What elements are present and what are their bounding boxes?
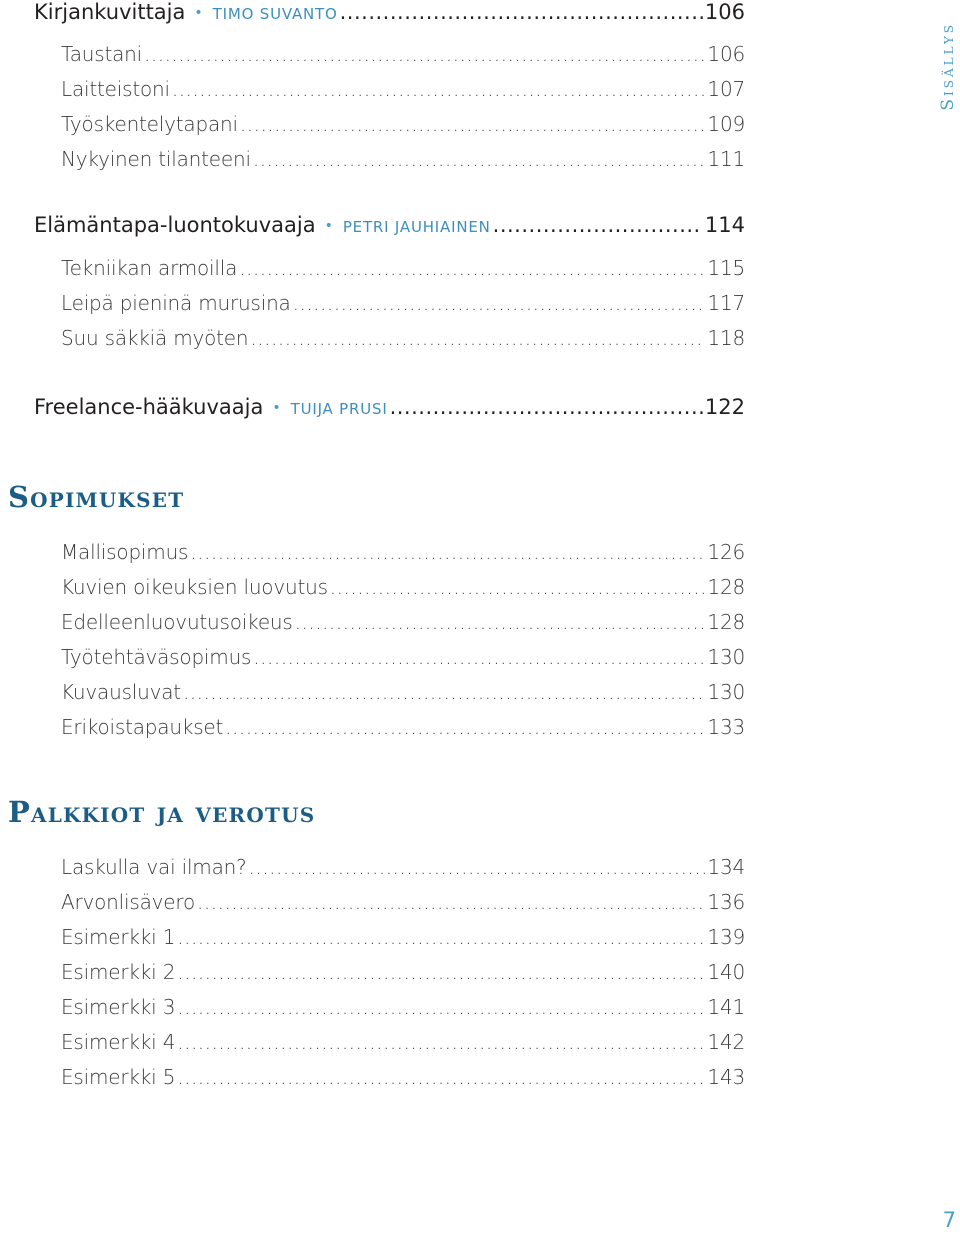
dot-leader [144,42,705,66]
toc-entry-row[interactable] [61,291,745,315]
toc-entry-row[interactable] [61,147,745,171]
entry-title: Arvonlisävero [61,890,196,914]
entry-title: Taustani [61,42,142,66]
dot-leader [177,960,705,984]
entry-title: Esimerkki 4 [61,1030,176,1054]
entry-title: Esimerkki 5 [61,1065,176,1089]
toc-entry-row[interactable] [61,715,745,739]
dot-leader [293,291,706,315]
toc-entry-row[interactable] [61,680,745,704]
dot-leader [172,77,706,101]
dot-leader [295,610,706,634]
entry-page: 107 [707,77,745,101]
entry-title: Edelleenluovutusoikeus [61,610,293,634]
toc-entry-row[interactable] [61,112,745,136]
chapter-author: TUIJA PRUSI [290,400,388,418]
chapter-author: TIMO SUVANTO [212,5,338,23]
toc-entry-row[interactable] [61,610,745,634]
chapter-page: 106 [704,0,745,24]
toc-entry-row[interactable] [61,995,745,1019]
dot-leader [390,395,703,419]
dot-leader [249,855,706,879]
dot-leader [240,112,706,136]
entry-page: 142 [707,1030,745,1054]
entry-page: 106 [707,42,745,66]
entry-title: Esimerkki 3 [61,995,176,1019]
entry-page: 140 [707,960,745,984]
toc-entry-row[interactable] [61,326,745,350]
entry-page: 136 [707,890,745,914]
dot-leader [190,540,705,564]
dot-leader [225,715,705,739]
entry-page: 139 [707,925,745,949]
toc-entry-row[interactable] [61,645,745,669]
toc-entry-row[interactable] [61,540,745,564]
entry-title: Erikoistapaukset [61,715,224,739]
dot-leader [197,890,705,914]
toc-entry-row[interactable] [61,890,745,914]
dot-leader [340,0,703,24]
toc-entry-row[interactable] [61,925,745,949]
entry-page: 130 [707,645,745,669]
entry-page: 117 [707,291,745,315]
toc-entry-row[interactable] [61,256,745,280]
dot-leader [177,995,705,1019]
entry-title: Kuvausluvat [61,680,181,704]
chapter-page: 114 [704,213,745,237]
bullet-icon: • [272,400,281,416]
chapter-page: 122 [704,395,745,419]
chapter-author: PETRI JAUHIAINEN [342,218,491,236]
entry-page: 126 [707,540,745,564]
entry-title: Suu säkkiä myöten [61,326,249,350]
entry-title: Työskentelytapani [61,112,238,136]
entry-page: 130 [707,680,745,704]
dot-leader [239,256,705,280]
entry-title: Tekniikan armoilla [61,256,238,280]
toc-chapter-row[interactable] [34,0,745,24]
entry-title: Laitteistoni [61,77,170,101]
bullet-icon: • [324,218,333,234]
entry-page: 141 [707,995,745,1019]
chapter-title: Elämäntapa-luontokuvaaja [34,213,316,237]
entry-page: 128 [707,610,745,634]
entry-page: 133 [707,715,745,739]
toc-entry-row[interactable] [61,1030,745,1054]
entry-page: 118 [707,326,745,350]
dot-leader [330,575,706,599]
page-number: 7 [942,1208,956,1232]
dot-leader [183,680,705,704]
entry-page: 134 [707,855,745,879]
chapter-title: Kirjankuvittaja [34,0,186,24]
entry-page: 109 [707,112,745,136]
chapter-title: Freelance-hääkuvaaja [34,395,264,419]
dot-leader [253,147,706,171]
entry-title: Esimerkki 1 [61,925,176,949]
entry-title: Leipä pieninä murusina [61,291,291,315]
section-heading: Palkkiot ja verotus [8,795,316,829]
dot-leader [493,213,703,237]
toc-entry-row[interactable] [61,575,745,599]
entry-title: Mallisopimus [61,540,189,564]
toc-entry-row[interactable] [61,77,745,101]
entry-title: Kuvien oikeuksien luovutus [61,575,328,599]
entry-page: 115 [707,256,745,280]
dot-leader [253,645,705,669]
entry-page: 128 [707,575,745,599]
dot-leader [177,925,705,949]
dot-leader [177,1065,705,1089]
bullet-icon: • [194,5,203,21]
entry-title: Esimerkki 2 [61,960,176,984]
toc-entry-row[interactable] [61,1065,745,1089]
entry-title: Laskulla vai ilman? [61,855,247,879]
entry-title: Nykyinen tilanteeni [61,147,251,171]
toc-chapter-row[interactable] [34,213,745,237]
dot-leader [250,326,705,350]
toc-entry-row[interactable] [61,42,745,66]
entry-title: Työtehtäväsopimus [61,645,252,669]
toc-chapter-row[interactable] [34,395,745,419]
entry-page: 143 [707,1065,745,1089]
dot-leader [177,1030,705,1054]
section-heading: Sopimukset [8,480,185,514]
entry-page: 111 [707,147,745,171]
side-label: Sisällys [938,22,958,111]
toc-entry-row[interactable] [61,855,745,879]
toc-entry-row[interactable] [61,960,745,984]
